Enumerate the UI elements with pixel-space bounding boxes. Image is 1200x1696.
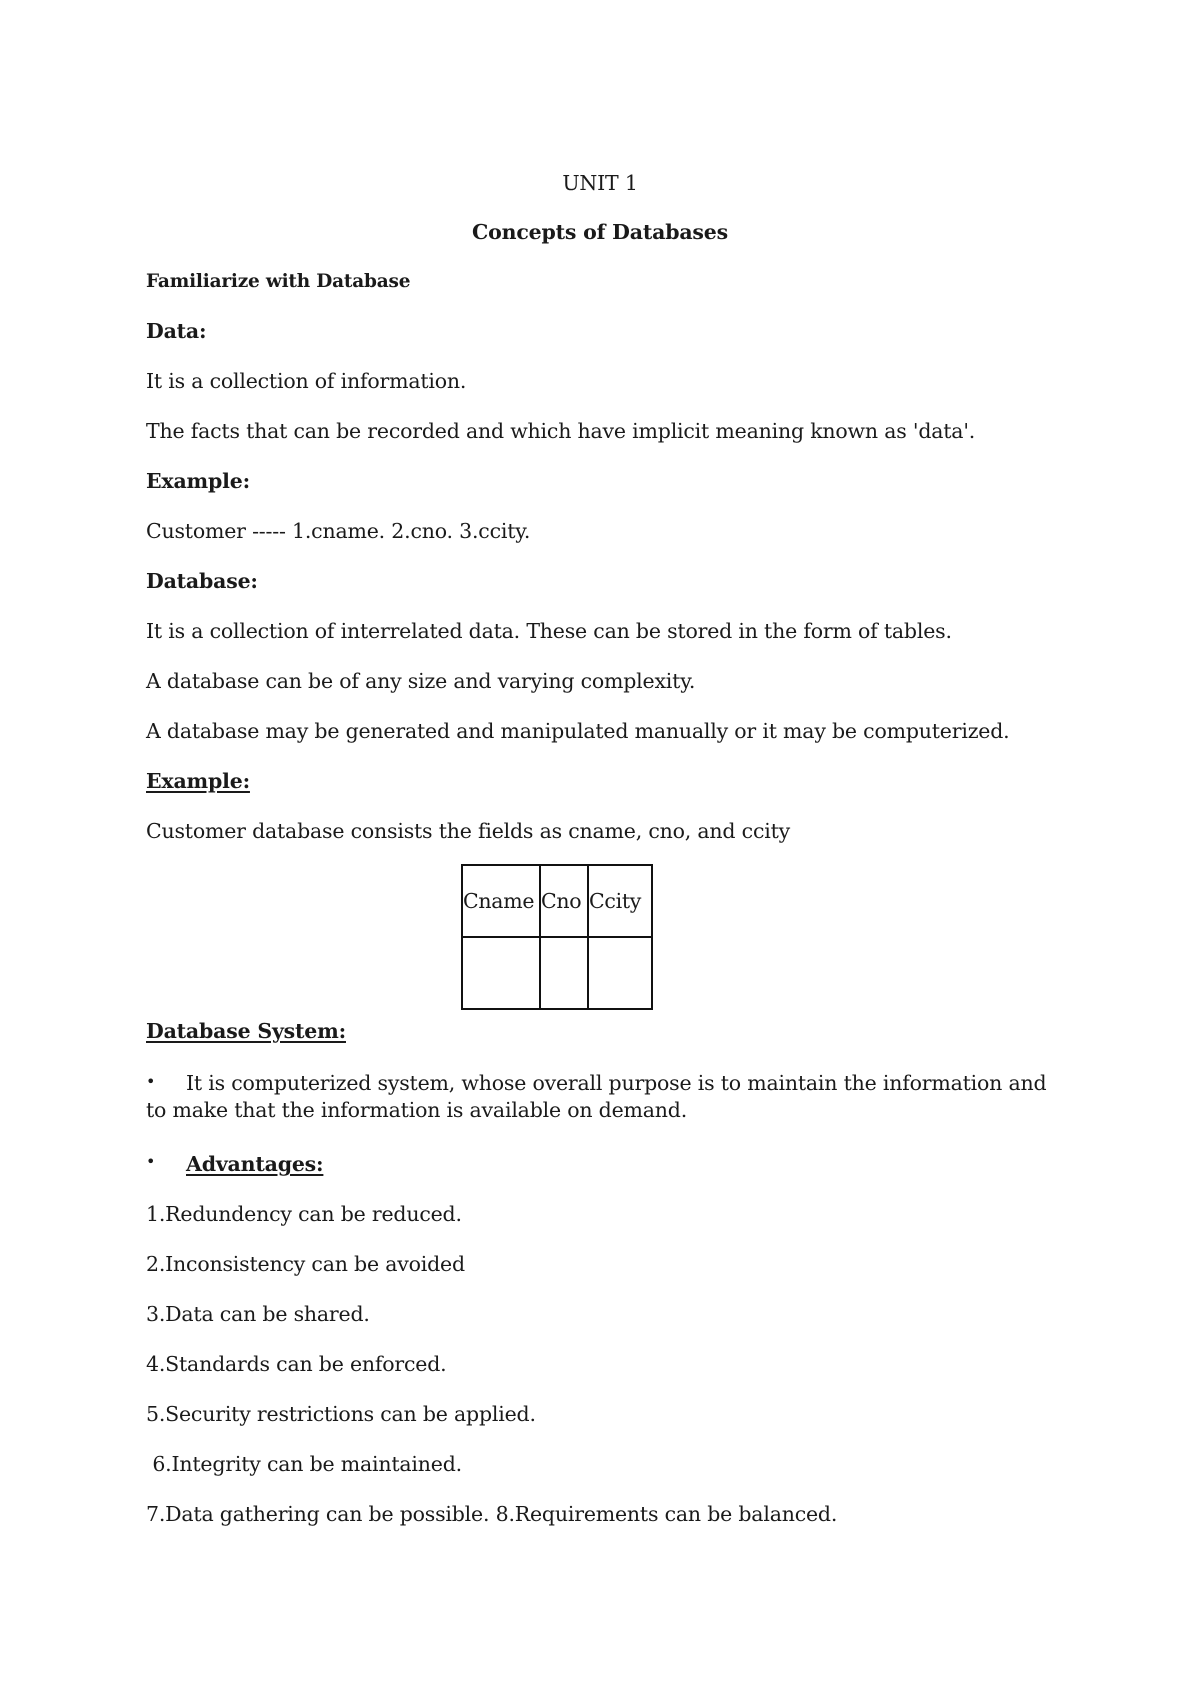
- table-header-cell: Ccity: [588, 865, 652, 937]
- database-line-2: A database can be of any size and varying complexity.: [146, 669, 696, 693]
- advantage-item: 4.Standards can be enforced.: [146, 1352, 447, 1376]
- database-line-3: A database may be generated and manipulated manually or it may be computerized.: [146, 719, 1010, 743]
- table-header-cell: Cname: [462, 865, 540, 937]
- table-cell: [462, 937, 540, 1009]
- example-text-2: Customer database consists the fields as cname, cno, and ccity: [146, 819, 791, 843]
- example-heading-2: Example:: [146, 769, 250, 793]
- database-heading: Database:: [146, 569, 258, 593]
- database-line-1: It is a collection of interrelated data. These can be stored in the form of tables.: [146, 619, 952, 643]
- bullet-icon: •: [146, 1072, 156, 1091]
- advantage-item: 6.Integrity can be maintained.: [146, 1452, 462, 1476]
- chapter-title: Concepts of Databases: [472, 220, 728, 244]
- database-system-heading: Database System:: [146, 1019, 346, 1043]
- unit-title: UNIT 1: [562, 171, 638, 195]
- section-heading: Familiarize with Database: [146, 271, 411, 292]
- table-row: [462, 937, 652, 1009]
- advantage-item: 1.Redundency can be reduced.: [146, 1202, 462, 1226]
- data-line-1: It is a collection of information.: [146, 369, 467, 393]
- advantage-item: 7.Data gathering can be possible. 8.Requirements can be balanced.: [146, 1502, 838, 1526]
- bullet-icon: •: [146, 1152, 156, 1171]
- table-cell: [540, 937, 588, 1009]
- table-header-row: [462, 865, 652, 937]
- advantages-heading: Advantages:: [186, 1152, 324, 1176]
- advantage-item: 5.Security restrictions can be applied.: [146, 1402, 536, 1426]
- example-heading-1: Example:: [146, 469, 250, 493]
- advantage-item: 3.Data can be shared.: [146, 1302, 370, 1326]
- example-text-1: Customer ----- 1.cname. 2.cno. 3.ccity.: [146, 519, 531, 543]
- data-line-2: The facts that can be recorded and which have implicit meaning known as 'data'.: [146, 419, 976, 443]
- advantage-item: 2.Inconsistency can be avoided: [146, 1252, 465, 1276]
- database-system-line-2: to make that the information is available on demand.: [146, 1098, 688, 1122]
- customer-fields-table: [461, 864, 653, 1010]
- table-header-cell: Cno: [540, 865, 588, 937]
- data-heading: Data:: [146, 319, 207, 343]
- table-cell: [588, 937, 652, 1009]
- database-system-line-1: It is computerized system, whose overall purpose is to maintain the information and: [186, 1071, 1047, 1095]
